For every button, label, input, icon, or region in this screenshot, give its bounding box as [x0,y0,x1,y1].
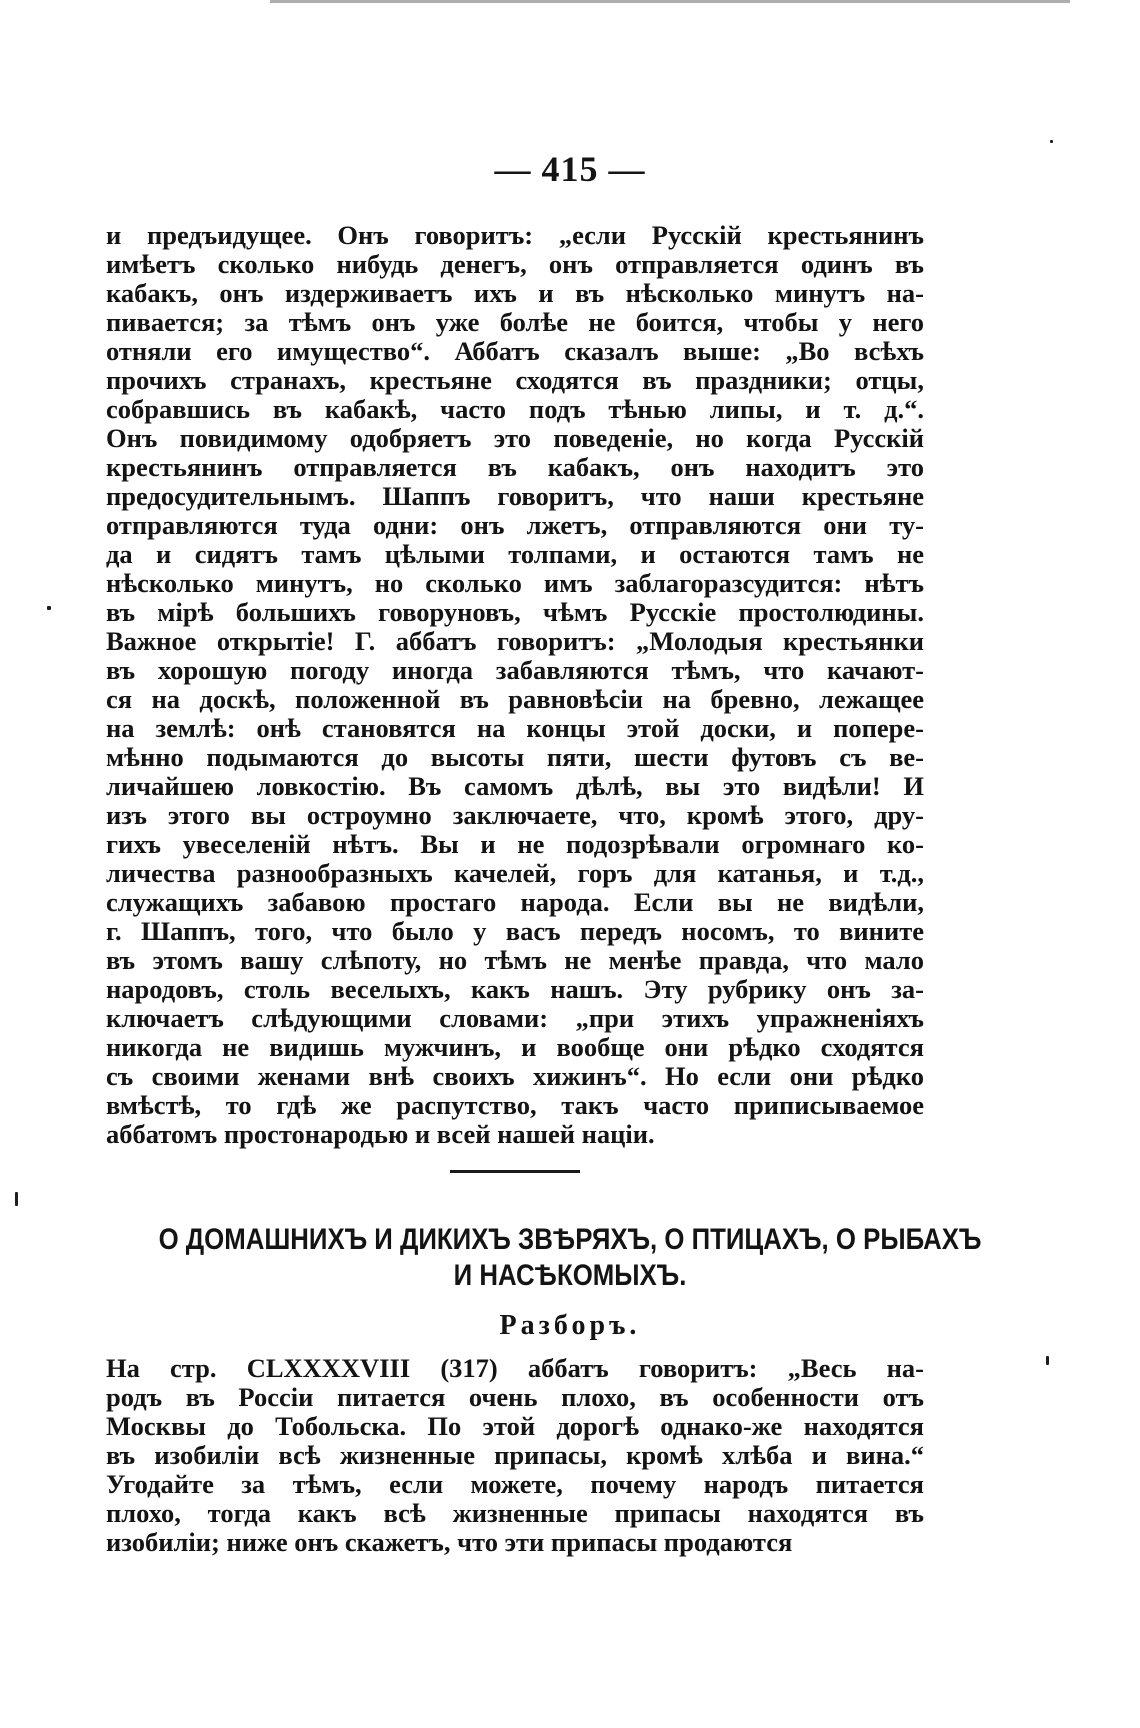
text-line: крестьянинъ отправляется въ кабакъ, онъ находитъ это [106,452,924,482]
text-line: ключаетъ слѣдующими словами: „при этихъ упражненіяхъ [106,1003,924,1033]
scan-speck [1046,1356,1049,1365]
text-line: Онъ повидимому одобряетъ это поведеніе, но когда Русскій [106,423,924,453]
text-line: аббатомъ простонародью и всей нашей націи. [106,1119,655,1149]
text-line: да и сидятъ тамъ цѣлыми толпами, и остаются тамъ не [106,539,924,569]
text-line: никогда не видишь мужчинъ, и вообще они рѣдко сходятся [106,1032,924,1062]
text-line: Важное открытіе! Г. аббатъ говоритъ: „Молодыя крестьянки [106,626,924,656]
text-line: личества разнообразныхъ качелей, горъ для катанья, и т.д., [106,858,924,888]
text-line: отняли его имущество“. Аббатъ сказалъ выше: „Во всѣхъ [106,336,924,366]
scan-speck [15,1192,18,1206]
upper-paragraph [106,221,924,1149]
scan-speck [1050,140,1053,143]
text-line: Угодайте за тѣмъ, если можете, почему народъ питается [106,1469,924,1499]
scan-speck [47,606,51,610]
text-line: въ изобиліи всѣ жизненные припасы, кромѣ хлѣба и вина.“ [106,1440,924,1470]
text-line: г. Шаппъ, того, что было у васъ передъ носомъ, то вините [106,916,924,946]
lower-paragraph [106,1354,924,1557]
section-heading-line: О ДОМАШНИХЪ И ДИКИХЪ ЗВѢРЯХЪ, О ПТИЦАХЪ, О РЫБАХЪ [158,1223,982,1256]
subheading: Разборъ. [499,1310,641,1341]
text-line: отправляются туда одни: онъ лжетъ, отправляются они ту- [106,510,924,540]
text-line: кабакъ, онъ издерживаетъ ихъ и въ нѣсколько минутъ на- [106,278,924,308]
text-line: имѣетъ сколько нибудь денегъ, онъ отправляется одинъ въ [106,249,924,279]
section-heading [149,1222,992,1294]
text-line: на землѣ: онѣ становятся на концы этой доски, и попере- [106,713,924,743]
scan-top-edge [270,0,1070,3]
text-line: Москвы до Тобольска. По этой дорогѣ однако-же находятся [106,1411,924,1441]
text-line: пивается; за тѣмъ онъ уже болѣе не боится, чтобы у него [106,307,924,337]
text-line: съ своими женами внѣ своихъ хижинъ“. Но если они рѣдко [106,1061,924,1091]
section-divider [450,1170,580,1173]
page-number: — 415 — [494,149,646,189]
text-line: изъ этого вы остроумно заключаете, что, кромѣ этого, дру- [106,800,924,830]
text-line: личайшею ловкостію. Въ самомъ дѣлѣ, вы это видѣли! И [106,771,924,801]
text-line: прочихъ странахъ, крестьяне сходятся въ праздники; отцы, [106,365,924,395]
text-line: родъ въ Россіи питается очень плохо, въ особенности отъ [106,1382,924,1412]
text-line: мѣнно подымаются до высоты пяти, шести футовъ съ ве- [106,742,924,772]
text-line: собравшись въ кабакѣ, часто подъ тѣнью липы, и т. д.“. [106,394,924,424]
text-line: нѣсколько минутъ, но сколько имъ заблагоразсудится: нѣтъ [106,568,924,598]
section-heading-line: И НАСѢКОМЫХЪ. [453,1259,687,1292]
text-line: и предъидущее. Онъ говоритъ: „если Русскій крестьянинъ [106,220,924,250]
text-line: изобиліи; ниже онъ скажетъ, что эти припасы продаются [106,1527,793,1557]
text-line: предосудительнымъ. Шаппъ говоритъ, что наши крестьяне [106,481,924,511]
text-line: На стр. CLXXXXVIII (317) аббатъ говоритъ: „Весь на- [106,1353,924,1383]
text-line: вмѣстѣ, то гдѣ же распутство, такъ часто приписываемое [106,1090,924,1120]
text-line: плохо, тогда какъ всѣ жизненные припасы находятся въ [106,1498,924,1528]
text-line: народовъ, столь веселыхъ, какъ нашъ. Эту рубрику онъ за- [106,974,924,1004]
text-line: въ этомъ вашу слѣпоту, но тѣмъ не менѣе правда, что мало [106,945,924,975]
text-line: ся на доскѣ, положенной въ равновѣсіи на бревно, лежащее [106,684,924,714]
text-line: въ мірѣ большихъ говоруновъ, чѣмъ Русскіе простолюдины. [106,597,924,627]
text-line: въ хорошую погоду иногда забавляются тѣмъ, что качают- [106,655,924,685]
text-line: гихъ увеселеній нѣтъ. Вы и не подозрѣвали огромнаго ко- [106,829,924,859]
text-line: служащихъ забавою простаго народа. Если вы не видѣли, [106,887,924,917]
